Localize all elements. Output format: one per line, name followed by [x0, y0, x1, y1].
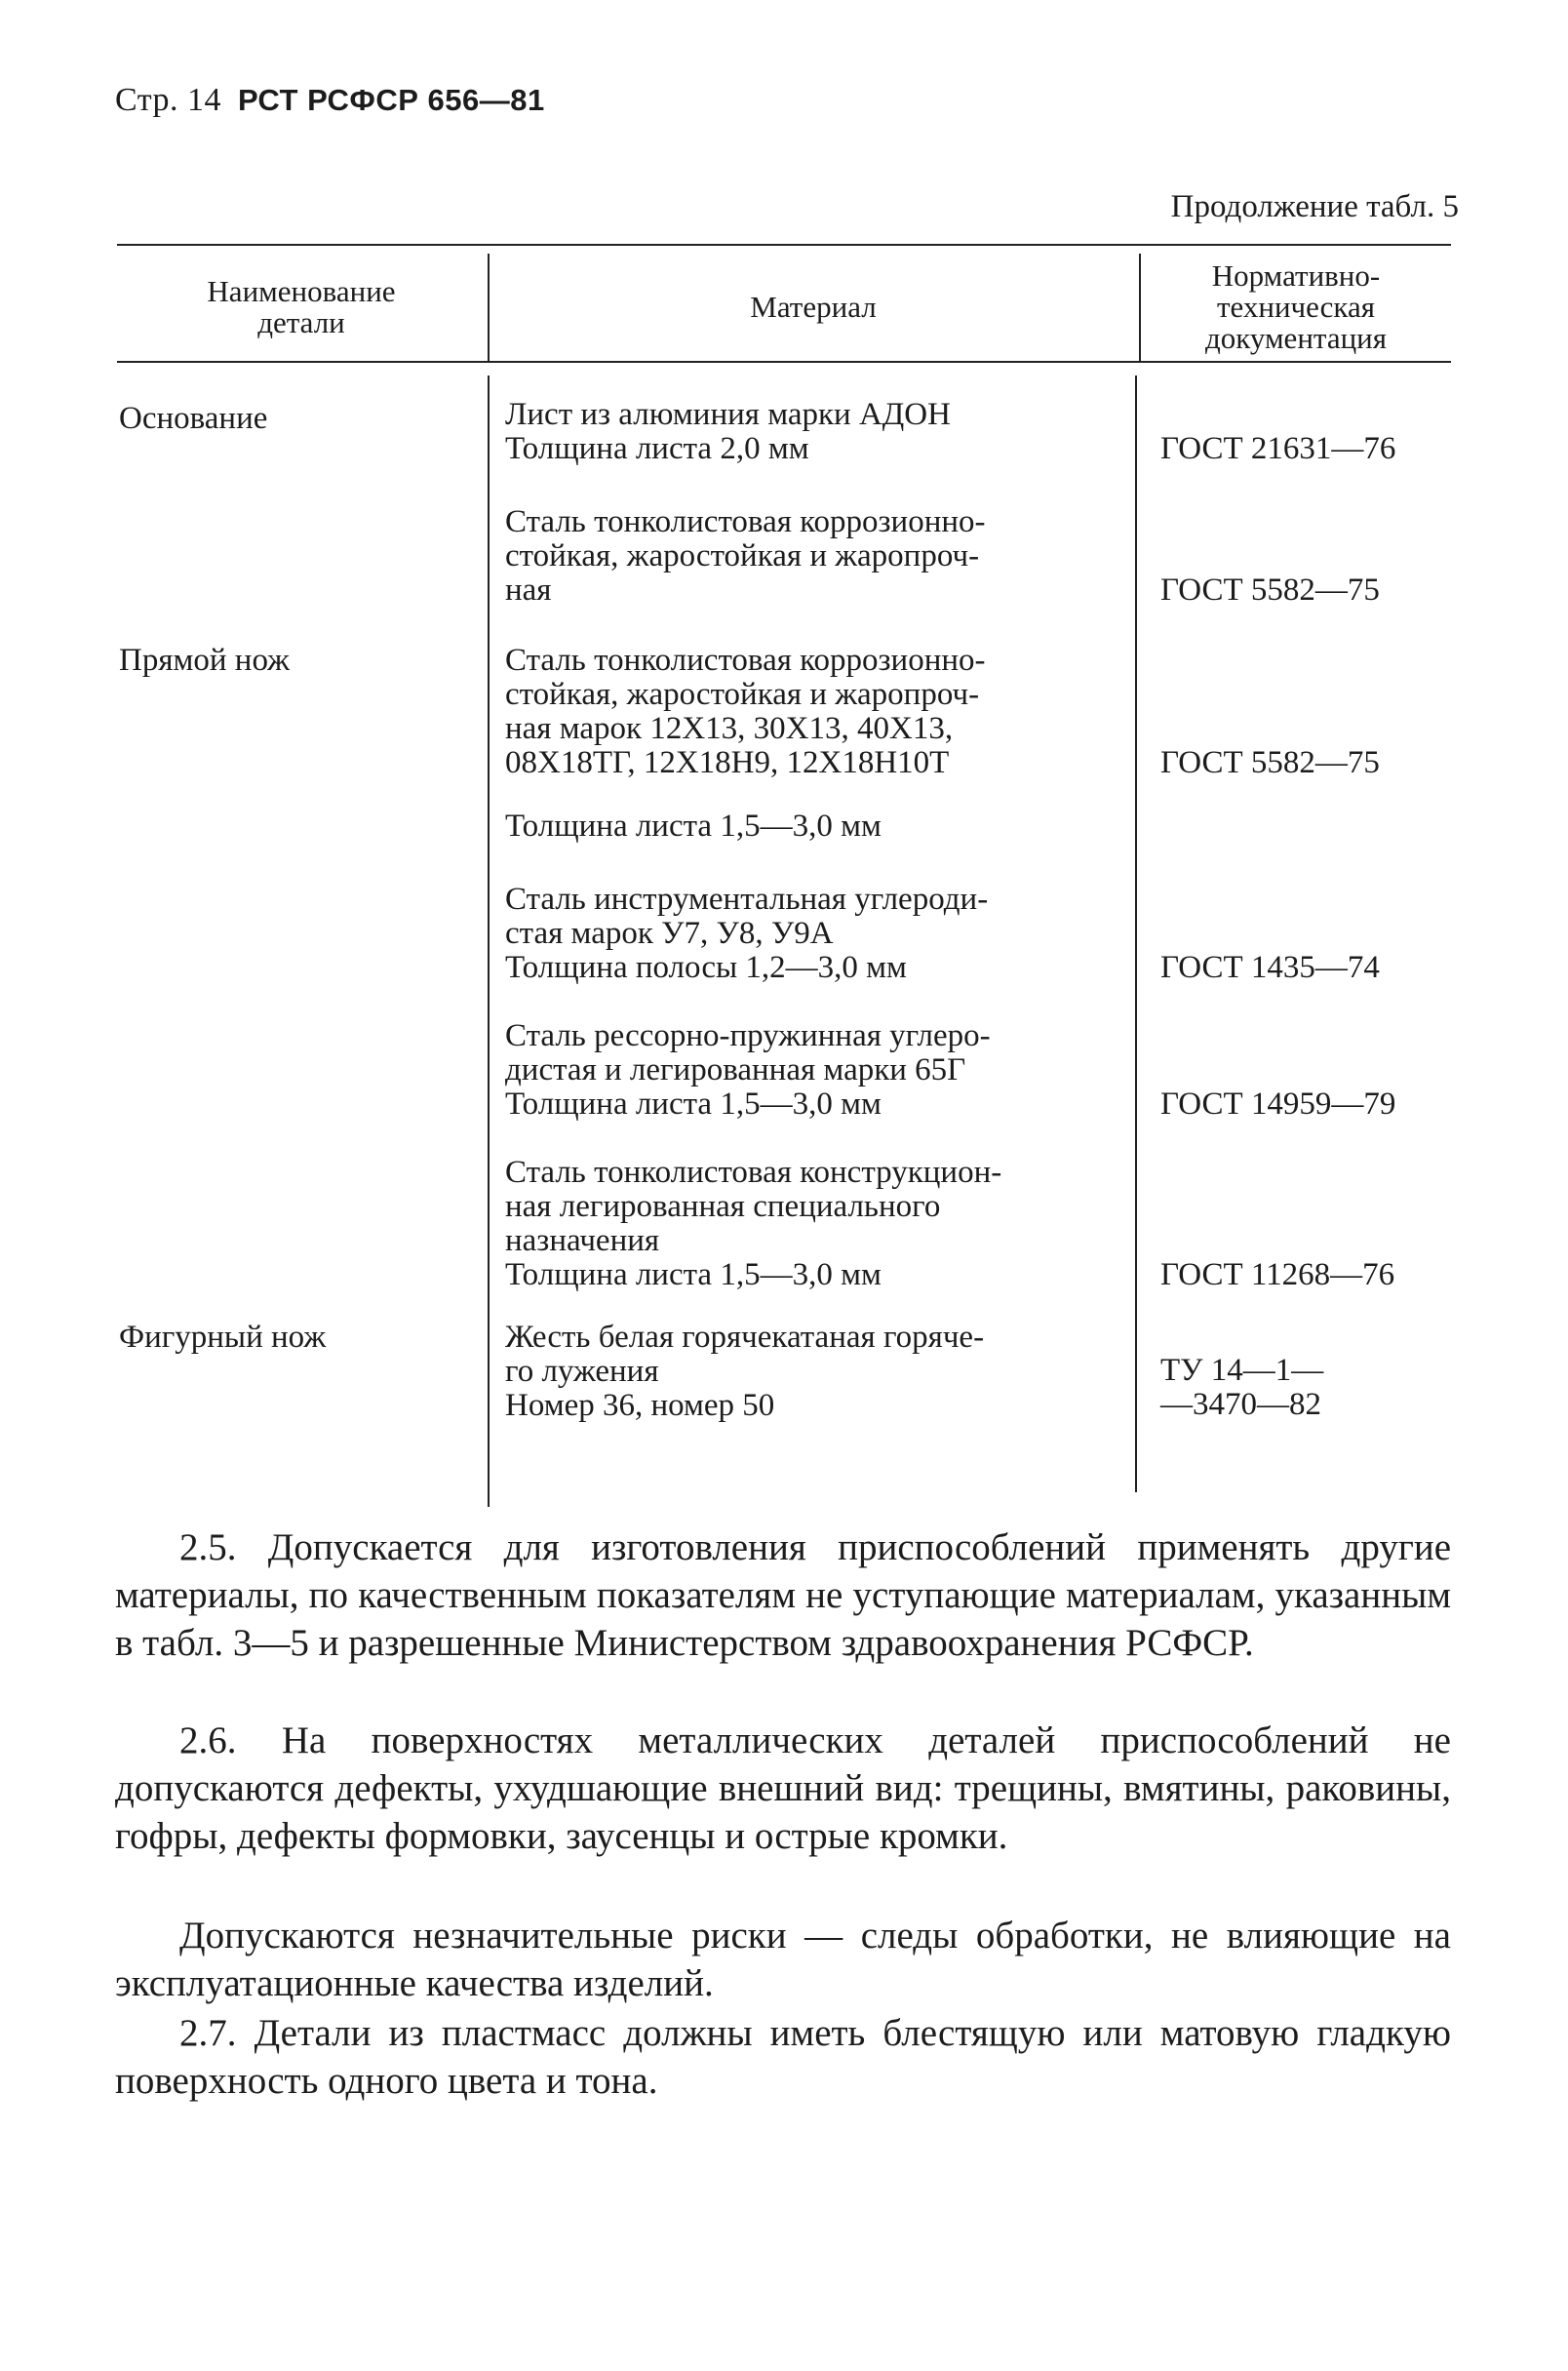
paragraph-2-7: 2.7. Детали из пластмасс должны иметь блестящую или матовую гладкую поверхность одного цвета и тона.: [115, 2012, 1451, 2102]
material-cell: Сталь тонколистовая конструкцион- ная легированная специального назначения Толщина листа 1,5—3,0 мм: [505, 1155, 1002, 1292]
material-cell: Сталь инструментальная углероди- стая марок У7, У8, У9А Толщина полосы 1,2—3,0 мм: [505, 882, 989, 985]
page-header: [115, 82, 545, 119]
column-header-part: Наименование детали: [207, 274, 396, 339]
part-base: Основание: [119, 401, 268, 436]
material-cell: Жесть белая горячекатаная горяче- го лужения Номер 36, номер 50: [505, 1320, 985, 1423]
part-straight-knife: Прямой нож: [119, 643, 290, 678]
paragraph-2-5: 2.5. Допускается для изготовления приспособлений применять другие материалы, по качественным показателям не уступающие материалам, указанным в табл. 3—5 и разрешенные Министерством здравоохранения РСФСР.: [115, 1526, 1451, 1664]
doc-cell: ГОСТ 14959—79: [1160, 1087, 1396, 1122]
material-cell: Толщина листа 1,5—3,0 мм: [505, 809, 882, 844]
table-header-rule: [117, 361, 1451, 363]
page-number: Стр. 14: [115, 82, 222, 118]
material-cell: Сталь тонколистовая коррозионно- стойкая, жаростойкая и жаропроч- ная: [505, 504, 986, 608]
material-cell: Сталь рессорно-пружинная углеро- дистая и легированная марки 65Г Толщина листа 1,5—3,0 мм: [505, 1018, 991, 1122]
doc-cell: ГОСТ 5582—75: [1160, 573, 1380, 608]
part-figured-knife: Фигурный нож: [119, 1320, 327, 1355]
material-cell: Лист из алюминия марки АДОН Толщина листа 2,0 мм: [505, 397, 951, 466]
body-divider-2: [1135, 375, 1137, 1492]
paragraph-2-6: 2.6. На поверхностях металлических деталей приспособлений не допускаются дефекты, ухудшающие внешний вид: трещины, вмятины, раковины, гофры, дефекты формовки, заусенцы и острые кромки.: [115, 1719, 1451, 1857]
doc-cell: ГОСТ 5582—75: [1160, 745, 1380, 780]
standard-number: РСТ РСФСР 656—81: [238, 83, 545, 117]
doc-cell: ГОСТ 21631—76: [1160, 431, 1396, 466]
column-header-documentation: Нормативно- техническая документация: [1204, 258, 1388, 355]
doc-cell: ГОСТ 11268—76: [1160, 1257, 1395, 1292]
paragraph-scratches: Допускаются незначительные риски — следы обработки, не влияющие на эксплуатационные качества изделий.: [115, 1915, 1451, 2004]
table-continuation-label: Продолжение табл. 5: [1170, 189, 1459, 224]
doc-cell: ТУ 14—1— —3470—82: [1160, 1353, 1324, 1422]
table-top-rule: [117, 244, 1451, 246]
column-header-material: Материал: [750, 290, 877, 324]
doc-cell: ГОСТ 1435—74: [1160, 950, 1380, 985]
body-divider-1: [488, 375, 490, 1507]
material-cell: Сталь тонколистовая коррозионно- стойкая, жаростойкая и жаропроч- ная марок 12Х13, 30Х13, 40Х13, 08Х18ТГ, 12Х18Н9, 12Х18Н10Т: [505, 643, 986, 780]
